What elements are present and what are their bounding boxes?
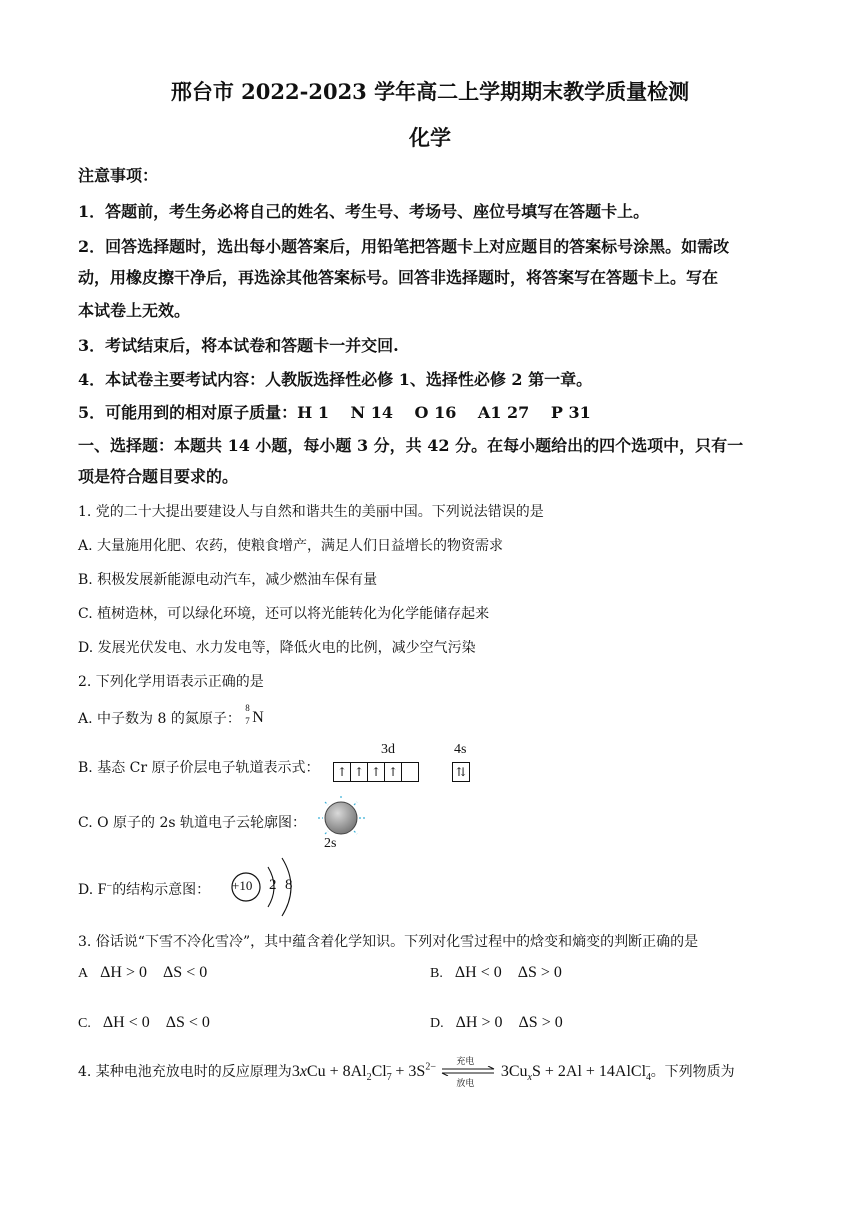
nuclide-mass: 8	[245, 703, 250, 713]
arrow-up-icon: ↑	[385, 763, 402, 781]
q1-option-b: B. 积极发展新能源电动汽车，减少燃油车保有量	[78, 572, 378, 588]
question-4-stem: 4. 某种电池充放电时的反应原理为$3xCu + 8Al_2Cl_7^- + 3S^{2-}$ 充电 放电 $3Cu_xS + 2Al$ + 14AlCl$_4$−。下列物质为	[78, 1061, 735, 1083]
q1-option-d: D. 发展光伏发电、水力发电等，降低火电的比例，减少空气污染	[78, 640, 476, 656]
notice-item: 5．可能用到的相对原子质量：H 1 N 14 O 16 A1 27 P 31	[78, 403, 591, 422]
orbital-2s-label: 2s	[324, 836, 337, 851]
q3-option-c: C. ΔH < 0 ΔS < 0	[78, 1014, 210, 1031]
empty-orbital	[402, 763, 418, 781]
shell-2-count: 8	[285, 877, 293, 893]
nuclide-symbol: N	[252, 709, 264, 726]
arrow-up-icon: ↑	[334, 763, 351, 781]
arrow-label-discharge: 放电	[456, 1079, 475, 1089]
nuclide-number: 7	[245, 716, 250, 726]
section-heading: 一、选择题：本题共 14 小题，每小题 3 分，共 42 分。在每小题给出的四个选项中，只有一	[78, 436, 744, 455]
orbital-diagram	[333, 742, 478, 786]
q3-option-d: D. ΔH > 0 ΔS > 0	[430, 1014, 563, 1031]
question-3-stem: 3. 俗话说“下雪不冷化雪冷”，其中蕴含着化学知识。下列对化雪过程中的焓变和熵变的判断正确的是	[78, 934, 699, 950]
reversible-arrow-icon	[440, 1066, 496, 1076]
q1-option-a: A. 大量施用化肥、农药，使粮食增产，满足人们日益增长的物资需求	[78, 538, 504, 554]
label-3d: 3d	[381, 742, 395, 757]
arrow-up-icon: ↑	[368, 763, 385, 781]
subject-title: 化学	[409, 125, 451, 150]
notice-item: 动，用橡皮擦干净后，再选涂其他答案标号。回答非选择题时，将答案写在答题卡上。写在	[78, 268, 719, 287]
q2-option-b: B. 基态 Cr 原子价层电子轨道表示式：	[78, 760, 320, 776]
shell-1-count: 2	[269, 877, 277, 893]
page-title: 邢台市 2022-2023 学年高二上学期期末教学质量检测	[170, 79, 690, 104]
question-1-stem: 1. 党的二十大提出要建设人与自然和谐共生的美丽中国。下列说法错误的是	[78, 504, 544, 520]
q2-option-a: A. 中子数为 8 的氮原子： 8 7 N	[78, 703, 264, 727]
notice-item: 2．回答选择题时，选出每小题答案后，用铅笔把答题卡上对应题目的答案标号涂黑。如需改	[78, 237, 730, 256]
q2-option-c: C. O 原子的 2s 轨道电子云轮廓图：	[78, 815, 307, 831]
orbital-4s-box	[452, 762, 470, 782]
section-heading: 项是符合题目要求的。	[78, 467, 239, 486]
orbital-3d-boxes	[333, 762, 419, 782]
notice-item: 1．答题前，考生务必将自己的姓名、考生号、考场号、座位号填写在答题卡上。	[78, 202, 650, 221]
notice-item: 4．本试卷主要考试内容：人教版选择性必修 1、选择性必修 2 第一章。	[78, 370, 593, 389]
question-2-stem: 2. 下列化学用语表示正确的是	[78, 674, 264, 690]
label-4s: 4s	[454, 742, 467, 757]
q3-option-b: B. ΔH < 0 ΔS > 0	[430, 964, 562, 981]
notice-item: 3．考试结束后，将本试卷和答题卡一并交回.	[78, 336, 399, 355]
nucleus-charge: +10	[232, 878, 253, 893]
notice-item: 本试卷上无效。	[78, 301, 191, 320]
arrow-label-charge: 充电	[456, 1057, 475, 1067]
q2-option-d: D. F−的结构示意图：	[78, 880, 211, 898]
arrow-up-icon: ↑	[351, 763, 368, 781]
q1-option-c: C. 植树造林，可以绿化环境，还可以将光能转化为化学能储存起来	[78, 606, 490, 622]
q3-option-a: A ΔH > 0 ΔS < 0	[78, 964, 208, 981]
notice-heading: 注意事项：	[78, 166, 159, 185]
arrow-updown-icon: ⇅	[455, 765, 467, 779]
